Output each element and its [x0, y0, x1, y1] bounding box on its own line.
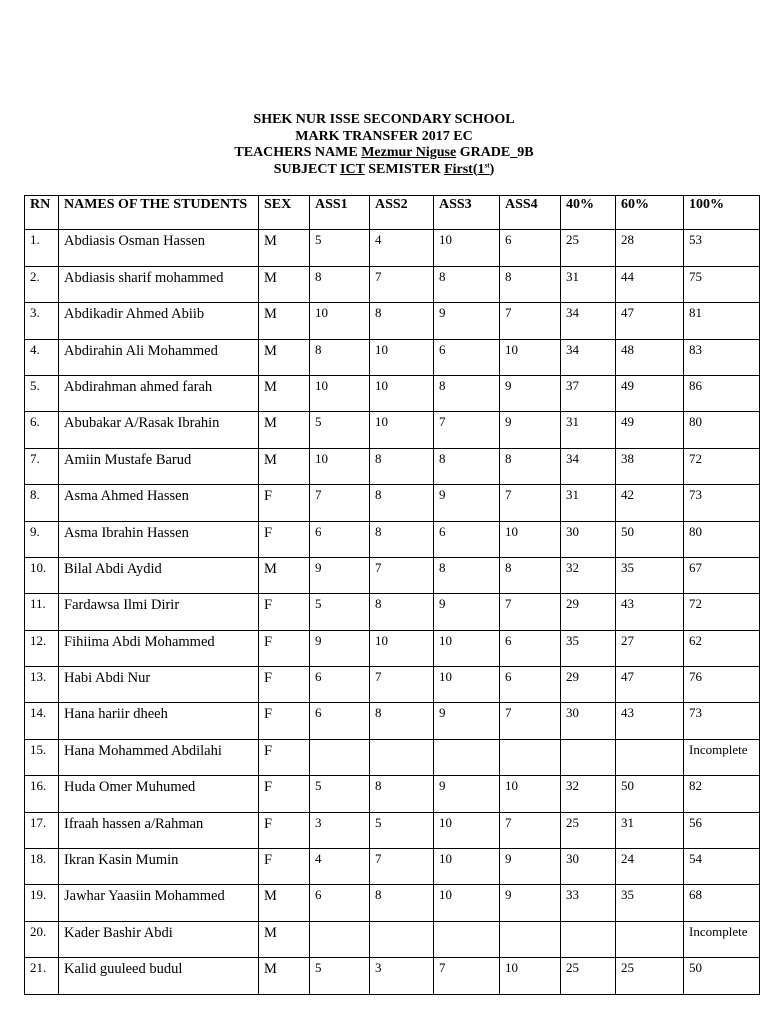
document-header — [0, 112, 768, 178]
cell-100-percent: 50 — [684, 958, 760, 994]
table-row — [25, 485, 760, 521]
grade: GRADE_9B — [459, 145, 534, 160]
cell-100-percent: 86 — [684, 375, 760, 411]
cell-60-percent: 38 — [616, 448, 684, 484]
cell-ass1: 3 — [310, 812, 370, 848]
teacher-line — [0, 145, 768, 162]
cell-60-percent — [616, 739, 684, 775]
table-row — [25, 448, 760, 484]
cell-40-percent: 31 — [561, 485, 616, 521]
cell-100-percent: Incomplete — [684, 921, 760, 957]
cell-40-percent — [561, 921, 616, 957]
table-row — [25, 739, 760, 775]
cell-ass2: 8 — [370, 703, 434, 739]
cell-40-percent: 34 — [561, 339, 616, 375]
cell-ass1: 7 — [310, 485, 370, 521]
cell-40-percent — [561, 739, 616, 775]
cell-60-percent: 25 — [616, 958, 684, 994]
column-header-name: NAMES OF THE STUDENTS — [59, 196, 259, 230]
cell-60-percent: 35 — [616, 557, 684, 593]
cell-60-percent: 47 — [616, 303, 684, 339]
cell-ass3: 9 — [434, 485, 500, 521]
cell-ass3: 10 — [434, 630, 500, 666]
document-title: MARK TRANSFER 2017 EC — [295, 128, 473, 144]
cell-100-percent: 80 — [684, 412, 760, 448]
cell-ass4: 6 — [500, 230, 561, 266]
subject-line — [0, 162, 768, 179]
cell-rn: 15. — [25, 739, 59, 775]
cell-ass1: 8 — [310, 339, 370, 375]
subject-label: SUBJECT — [273, 161, 337, 177]
cell-student-name: Fardawsa Ilmi Dirir — [59, 594, 259, 630]
cell-60-percent: 48 — [616, 339, 684, 375]
cell-ass3: 10 — [434, 812, 500, 848]
cell-100-percent: 82 — [684, 776, 760, 812]
cell-ass1: 6 — [310, 667, 370, 703]
column-header-60-percent: 60% — [616, 196, 684, 230]
cell-40-percent: 32 — [561, 776, 616, 812]
cell-ass1: 6 — [310, 885, 370, 921]
cell-ass2: 8 — [370, 885, 434, 921]
cell-student-name: Huda Omer Muhumed — [59, 776, 259, 812]
cell-sex: F — [259, 739, 310, 775]
cell-ass4: 9 — [500, 885, 561, 921]
cell-rn: 4. — [25, 339, 59, 375]
cell-60-percent: 49 — [616, 375, 684, 411]
cell-ass2: 10 — [370, 412, 434, 448]
cell-student-name: Fihiima Abdi Mohammed — [59, 630, 259, 666]
cell-ass4: 7 — [500, 594, 561, 630]
teachers-label: TEACHERS NAME — [234, 145, 358, 160]
cell-student-name: Abdirahin Ali Mohammed — [59, 339, 259, 375]
cell-student-name: Abdirahman ahmed farah — [59, 375, 259, 411]
cell-60-percent: 43 — [616, 594, 684, 630]
cell-40-percent: 31 — [561, 412, 616, 448]
cell-rn: 17. — [25, 812, 59, 848]
cell-ass3: 8 — [434, 266, 500, 302]
cell-60-percent: 43 — [616, 703, 684, 739]
cell-ass1: 10 — [310, 303, 370, 339]
cell-ass2: 7 — [370, 667, 434, 703]
cell-rn: 7. — [25, 448, 59, 484]
table-row — [25, 630, 760, 666]
cell-ass2: 10 — [370, 375, 434, 411]
cell-60-percent — [616, 921, 684, 957]
cell-40-percent: 33 — [561, 885, 616, 921]
cell-ass4: 10 — [500, 958, 561, 994]
table-row — [25, 812, 760, 848]
cell-ass3: 8 — [434, 557, 500, 593]
cell-ass1: 5 — [310, 230, 370, 266]
table-row — [25, 339, 760, 375]
cell-rn: 18. — [25, 849, 59, 885]
cell-sex: M — [259, 266, 310, 302]
cell-ass2: 8 — [370, 485, 434, 521]
column-header-ass3: ASS3 — [434, 196, 500, 230]
cell-rn: 19. — [25, 885, 59, 921]
cell-ass4: 10 — [500, 776, 561, 812]
cell-ass3 — [434, 739, 500, 775]
table-row — [25, 230, 760, 266]
cell-ass2: 5 — [370, 812, 434, 848]
column-header-sex: SEX — [259, 196, 310, 230]
cell-rn: 3. — [25, 303, 59, 339]
cell-ass4: 7 — [500, 812, 561, 848]
cell-60-percent: 31 — [616, 812, 684, 848]
cell-ass2: 7 — [370, 266, 434, 302]
cell-ass4: 7 — [500, 303, 561, 339]
cell-ass1 — [310, 739, 370, 775]
cell-rn: 9. — [25, 521, 59, 557]
cell-ass2: 8 — [370, 448, 434, 484]
cell-40-percent: 29 — [561, 667, 616, 703]
cell-ass1 — [310, 921, 370, 957]
cell-student-name: Abdikadir Ahmed Abiib — [59, 303, 259, 339]
cell-rn: 1. — [25, 230, 59, 266]
cell-100-percent: 80 — [684, 521, 760, 557]
cell-sex: M — [259, 230, 310, 266]
cell-40-percent: 31 — [561, 266, 616, 302]
cell-rn: 12. — [25, 630, 59, 666]
cell-student-name: Abubakar A/Rasak Ibrahin — [59, 412, 259, 448]
cell-ass4: 7 — [500, 485, 561, 521]
cell-ass2: 7 — [370, 849, 434, 885]
cell-ass4 — [500, 921, 561, 957]
cell-sex: M — [259, 339, 310, 375]
cell-100-percent: 54 — [684, 849, 760, 885]
cell-ass1: 9 — [310, 630, 370, 666]
semester-superscript: st — [484, 160, 490, 169]
cell-ass4 — [500, 739, 561, 775]
cell-60-percent: 35 — [616, 885, 684, 921]
cell-ass4: 9 — [500, 412, 561, 448]
cell-rn: 2. — [25, 266, 59, 302]
table-row — [25, 885, 760, 921]
cell-ass3: 9 — [434, 776, 500, 812]
cell-ass4: 10 — [500, 339, 561, 375]
cell-student-name: Hana Mohammed Abdilahi — [59, 739, 259, 775]
cell-40-percent: 25 — [561, 230, 616, 266]
cell-60-percent: 49 — [616, 412, 684, 448]
cell-100-percent: 83 — [684, 339, 760, 375]
cell-ass1: 6 — [310, 703, 370, 739]
cell-student-name: Kader Bashir Abdi — [59, 921, 259, 957]
cell-40-percent: 32 — [561, 557, 616, 593]
cell-ass2: 3 — [370, 958, 434, 994]
cell-rn: 16. — [25, 776, 59, 812]
cell-100-percent: 56 — [684, 812, 760, 848]
table-row — [25, 921, 760, 957]
table-row — [25, 776, 760, 812]
cell-40-percent: 29 — [561, 594, 616, 630]
cell-sex: F — [259, 521, 310, 557]
cell-100-percent: 68 — [684, 885, 760, 921]
cell-ass4: 8 — [500, 448, 561, 484]
cell-40-percent: 25 — [561, 958, 616, 994]
cell-sex: M — [259, 412, 310, 448]
cell-100-percent: 72 — [684, 594, 760, 630]
cell-rn: 8. — [25, 485, 59, 521]
cell-ass4: 8 — [500, 557, 561, 593]
cell-rn: 14. — [25, 703, 59, 739]
cell-ass4: 6 — [500, 667, 561, 703]
cell-student-name: Asma Ahmed Hassen — [59, 485, 259, 521]
table-row — [25, 958, 760, 994]
cell-ass4: 8 — [500, 266, 561, 302]
cell-ass4: 6 — [500, 630, 561, 666]
cell-40-percent: 30 — [561, 703, 616, 739]
cell-ass2 — [370, 739, 434, 775]
cell-ass3: 9 — [434, 703, 500, 739]
cell-ass1: 4 — [310, 849, 370, 885]
table-body — [25, 230, 760, 994]
cell-ass1: 5 — [310, 958, 370, 994]
school-name: SHEK NUR ISSE SECONDARY SCHOOL — [253, 112, 515, 127]
cell-ass3 — [434, 921, 500, 957]
cell-ass4: 10 — [500, 521, 561, 557]
cell-student-name: Abdiasis Osman Hassen — [59, 230, 259, 266]
table-row — [25, 375, 760, 411]
cell-ass1: 5 — [310, 412, 370, 448]
subject-name: ICT — [340, 161, 365, 177]
cell-ass2: 7 — [370, 557, 434, 593]
cell-ass3: 8 — [434, 448, 500, 484]
column-header-ass4: ASS4 — [500, 196, 561, 230]
cell-sex: F — [259, 485, 310, 521]
cell-ass3: 9 — [434, 594, 500, 630]
cell-ass2: 8 — [370, 521, 434, 557]
semester-text: First(1 — [444, 161, 485, 177]
cell-sex: F — [259, 667, 310, 703]
cell-100-percent: 76 — [684, 667, 760, 703]
cell-40-percent: 35 — [561, 630, 616, 666]
cell-60-percent: 28 — [616, 230, 684, 266]
cell-ass1: 9 — [310, 557, 370, 593]
table-row — [25, 557, 760, 593]
cell-ass1: 10 — [310, 448, 370, 484]
cell-ass2: 10 — [370, 339, 434, 375]
cell-ass3: 10 — [434, 849, 500, 885]
cell-ass3: 10 — [434, 885, 500, 921]
cell-ass1: 5 — [310, 776, 370, 812]
cell-student-name: Hana hariir dheeh — [59, 703, 259, 739]
table-header-row — [25, 196, 760, 230]
cell-100-percent: 62 — [684, 630, 760, 666]
cell-100-percent: 53 — [684, 230, 760, 266]
cell-40-percent: 37 — [561, 375, 616, 411]
table-row — [25, 266, 760, 302]
column-header-ass2: ASS2 — [370, 196, 434, 230]
cell-100-percent: 75 — [684, 266, 760, 302]
cell-student-name: Abdiasis sharif mohammed — [59, 266, 259, 302]
cell-ass1: 5 — [310, 594, 370, 630]
cell-ass3: 7 — [434, 412, 500, 448]
cell-60-percent: 27 — [616, 630, 684, 666]
cell-ass3: 10 — [434, 230, 500, 266]
cell-100-percent: 72 — [684, 448, 760, 484]
table-row — [25, 303, 760, 339]
cell-ass1: 6 — [310, 521, 370, 557]
table-row — [25, 594, 760, 630]
cell-ass1: 8 — [310, 266, 370, 302]
cell-40-percent: 30 — [561, 521, 616, 557]
cell-ass2 — [370, 921, 434, 957]
teacher-name: Mezmur Niguse — [361, 145, 457, 160]
table-row — [25, 412, 760, 448]
cell-ass4: 7 — [500, 703, 561, 739]
cell-ass2: 4 — [370, 230, 434, 266]
column-header-rn: RN — [25, 196, 59, 230]
column-header-40-percent: 40% — [561, 196, 616, 230]
semester-value — [444, 162, 490, 177]
cell-60-percent: 50 — [616, 776, 684, 812]
cell-100-percent: 73 — [684, 703, 760, 739]
marks-table — [24, 195, 760, 995]
column-header-ass1: ASS1 — [310, 196, 370, 230]
cell-student-name: Amiin Mustafe Barud — [59, 448, 259, 484]
cell-40-percent: 30 — [561, 849, 616, 885]
cell-60-percent: 50 — [616, 521, 684, 557]
cell-sex: M — [259, 375, 310, 411]
cell-ass4: 9 — [500, 849, 561, 885]
cell-student-name: Habi Abdi Nur — [59, 667, 259, 703]
semester-label: SEMISTER — [368, 161, 441, 177]
cell-sex: F — [259, 812, 310, 848]
table-row — [25, 667, 760, 703]
cell-ass4: 9 — [500, 375, 561, 411]
cell-sex: M — [259, 958, 310, 994]
cell-sex: M — [259, 557, 310, 593]
cell-ass3: 10 — [434, 667, 500, 703]
cell-sex: M — [259, 448, 310, 484]
cell-ass3: 6 — [434, 521, 500, 557]
cell-rn: 5. — [25, 375, 59, 411]
cell-ass2: 8 — [370, 594, 434, 630]
cell-sex: M — [259, 885, 310, 921]
cell-sex: F — [259, 594, 310, 630]
cell-sex: F — [259, 630, 310, 666]
cell-ass3: 8 — [434, 375, 500, 411]
cell-ass3: 7 — [434, 958, 500, 994]
cell-100-percent: 81 — [684, 303, 760, 339]
cell-student-name: Jawhar Yaasiin Mohammed — [59, 885, 259, 921]
cell-60-percent: 44 — [616, 266, 684, 302]
cell-ass2: 8 — [370, 303, 434, 339]
cell-60-percent: 42 — [616, 485, 684, 521]
cell-60-percent: 24 — [616, 849, 684, 885]
cell-ass1: 10 — [310, 375, 370, 411]
column-header-100-percent: 100% — [684, 196, 760, 230]
cell-student-name: Bilal Abdi Aydid — [59, 557, 259, 593]
cell-40-percent: 34 — [561, 303, 616, 339]
cell-student-name: Ifraah hassen a/Rahman — [59, 812, 259, 848]
cell-ass3: 6 — [434, 339, 500, 375]
cell-student-name: Kalid guuleed budul — [59, 958, 259, 994]
cell-ass2: 8 — [370, 776, 434, 812]
cell-rn: 11. — [25, 594, 59, 630]
cell-sex: M — [259, 921, 310, 957]
cell-rn: 10. — [25, 557, 59, 593]
cell-100-percent: Incomplete — [684, 739, 760, 775]
cell-40-percent: 25 — [561, 812, 616, 848]
cell-40-percent: 34 — [561, 448, 616, 484]
cell-ass3: 9 — [434, 303, 500, 339]
cell-student-name: Ikran Kasin Mumin — [59, 849, 259, 885]
table-row — [25, 849, 760, 885]
cell-sex: F — [259, 849, 310, 885]
cell-60-percent: 47 — [616, 667, 684, 703]
cell-rn: 21. — [25, 958, 59, 994]
cell-100-percent: 67 — [684, 557, 760, 593]
cell-ass2: 10 — [370, 630, 434, 666]
table-row — [25, 703, 760, 739]
cell-rn: 6. — [25, 412, 59, 448]
semester-close: ) — [489, 161, 495, 177]
cell-rn: 13. — [25, 667, 59, 703]
cell-sex: M — [259, 303, 310, 339]
cell-sex: F — [259, 703, 310, 739]
table-row — [25, 521, 760, 557]
cell-rn: 20. — [25, 921, 59, 957]
cell-student-name: Asma Ibrahin Hassen — [59, 521, 259, 557]
cell-100-percent: 73 — [684, 485, 760, 521]
cell-sex: F — [259, 776, 310, 812]
